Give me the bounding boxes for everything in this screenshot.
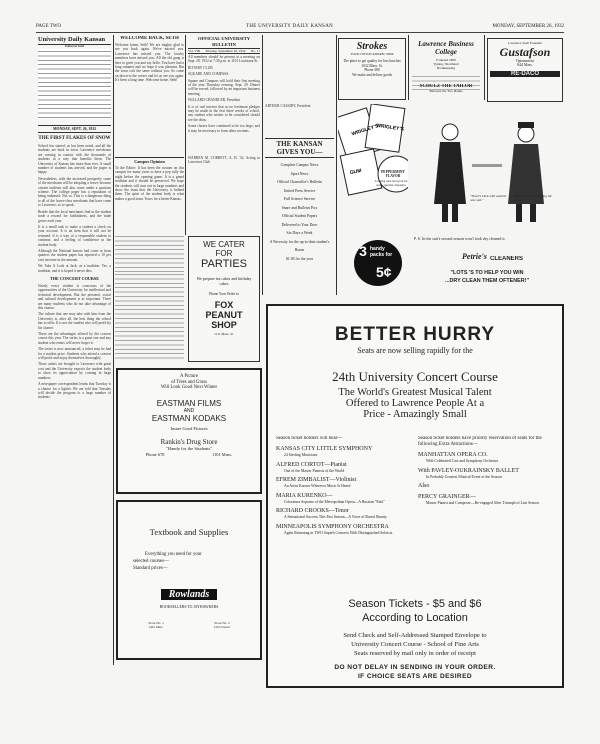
kansan-gives-item: Delivered to Your Door xyxy=(281,222,318,227)
opinion-heading: Campus Opinion xyxy=(115,157,184,165)
artist-desc: A Sensational Success This Past Season—A Voice of Rarest Beauty xyxy=(284,515,387,520)
cleaners-ad xyxy=(410,104,564,294)
eastman-brand-2: EASTMAN KODAKS xyxy=(151,413,227,423)
bulletin-no: No. 11 xyxy=(250,49,260,53)
wrigley-flavor: PEPPERMINT FLAVOR xyxy=(381,170,405,179)
kansan-gives-item: Official Chancellor's Bulletin xyxy=(277,180,322,184)
business-college-line: Typing, Shorthand xyxy=(433,62,459,67)
artist-name: With PAVLEY-OUKRAINSKY BALLET xyxy=(418,467,519,474)
kansan-gives-item: Sport News xyxy=(290,171,309,176)
cleaners-brand: Petrie's xyxy=(462,252,487,261)
official-bulletin xyxy=(188,36,260,232)
bulletin-notice: WILLARD CHANDLER, President xyxy=(188,98,241,103)
artist-desc: Coloratura Soprano of the Metropolitan Opera—A Russian "Patti" xyxy=(284,499,385,504)
gustafson-ad xyxy=(487,38,563,102)
artist-name: Also xyxy=(418,483,430,490)
bulletin-signature: WARREN M. CORBETT, A. B. '32, Acting in Lawrence Club xyxy=(188,156,260,165)
eastman-top-2: of Trees and Grass xyxy=(171,379,207,385)
eastman-ad xyxy=(116,368,262,494)
editorial-headline: THE FIRST FLAKES OF SNOW xyxy=(38,136,111,141)
wrigley-packs-count: 3 xyxy=(359,243,367,259)
parties-sub: We prepare tea cakes and birthday cakes xyxy=(196,276,252,286)
editorial-staff-heading: Editorial Staff xyxy=(64,44,85,48)
wrigley-ad xyxy=(338,104,408,300)
strokes-line: The place to get quality for less busches xyxy=(343,59,401,63)
kansan-gives-item: Full Science Service xyxy=(283,197,316,201)
artist-name: EFREM ZIMBALIST—Violinist xyxy=(276,477,357,484)
store-2-addr: 1225 Oread xyxy=(213,625,230,629)
gustafson-top: Lawrence Spell Fountain xyxy=(507,41,543,45)
concert-paragraph: The series is now announced, a ticket may be had for a modest price. Students who attend a concert will profit and enjoy themselves thoroughly. xyxy=(38,347,111,361)
fox-line-1: FOX xyxy=(214,300,234,310)
concert-tag-3: Price - Amazingly Small xyxy=(363,409,467,420)
fox-line-3: SHOP xyxy=(211,320,237,330)
welcome-body: Welcome home, Seth! We are mighty glad to see you back again. We've missed you. Lawrence has missed you. The faculty members have missed you. All the old gang is here to greet you and say hello. You have had a long summer and we hope it was pleasant. But the town isn't the same without you. So come on down to the corner and let us see you again. It's been a long time. Welcome home, Seth! xyxy=(115,43,184,83)
wrigley-price: 5¢ xyxy=(376,264,392,280)
eastman-phone: Phone 678 xyxy=(145,451,165,457)
wrigley-price-badge xyxy=(354,240,402,286)
textbook-sub-2: selected courses— xyxy=(133,559,169,564)
concert-send-3: Seats reserved by mail only in order of receipt xyxy=(354,650,476,657)
concert-paragraph: Those artists are brought to Lawrence with great cost and the University expects the student body to show its appreciation by coming in large numbers. xyxy=(38,362,111,380)
artist-name: RICHARD CROOKS—Tenor xyxy=(276,508,349,515)
parties-order: Phone Your Order to xyxy=(209,292,239,296)
artist-desc: In Probably Greatest Musical Event of the Season xyxy=(426,474,502,479)
cleaners-quote-2: "Be sure mine is making the grade." xyxy=(514,194,552,203)
gustafson-sub: Optometrist xyxy=(515,59,535,63)
strokes-sub: YOUR COTTON APPAREL SHOP xyxy=(350,52,394,56)
editorial-paragraph: We Take A Look at Jack, as a tradition. Yes, a tradition, and it is hoped it never dies. xyxy=(38,264,111,273)
bulletin-notice: Some classes have continued to be too large, and it may be necessary to form other sections. xyxy=(188,124,260,133)
textbook-sub-1: Everything you need for your xyxy=(145,552,202,557)
store-1: Store No. 1 xyxy=(148,621,164,625)
concert-warn-2: IF CHOICE SEATS ARE DESIRED xyxy=(357,673,473,680)
editorial-paragraph: School has started, as has been noted, and all the students are back in town. Lawrence merchants are coming in contact with the thousands of students in a way that benefits them. The University of Kansas has more than ever. A small number of students has arrived, and the paper is happy. xyxy=(38,144,111,175)
artist-desc: An Artist Known Wherever Music Is Heard xyxy=(284,484,351,489)
business-college-line: Founded 1869 xyxy=(436,58,456,62)
eastman-brand-1: EASTMAN FILMS xyxy=(156,398,222,408)
concert-tag-2: Offered to Lawrence People At a xyxy=(345,398,485,409)
strokes-line: We make and deliver goods xyxy=(352,72,392,77)
cleaners-slogan-2: ...DRY CLEAN THEM OFTENER!" xyxy=(444,278,529,284)
concert-tickets: Season Tickets - $5 and $6 xyxy=(348,598,482,610)
mid-text xyxy=(115,272,184,364)
kansan-gives-item: $1.00 for the year xyxy=(286,256,313,261)
bulletin-notice: ROTARY CLUB xyxy=(188,65,213,70)
gustafson-brand2: RE-DACO xyxy=(490,71,560,77)
parties-addr: 1111 Mass. St. xyxy=(214,332,234,336)
concert-tag-1: The World's Greatest Musical Talent xyxy=(338,387,492,398)
editorial-paragraph: Nevertheless, with the increased prosperity some of the merchants will be adopting a lower, because certain students will also come under a spurious scheme. The college paper has a reputation of being unbiased. Not so. This is a dangerous thing to all of the lower-class merchants that have come to Lawrence, so to speak. xyxy=(38,176,111,208)
rowlands-store-addrs xyxy=(123,625,255,629)
kansan-gives-item: A Necessity for the up-to-date student's Room xyxy=(269,239,330,252)
strokes-lines xyxy=(341,59,403,77)
parties-line-2: FOR xyxy=(215,249,233,258)
concert-warn-1: DO NOT DELAY IN SENDING IN YOUR ORDER. xyxy=(334,664,496,671)
concert-holders-left: Season ticket holders will hear— xyxy=(276,436,343,441)
artist-desc: One of the Master Pianists of the World xyxy=(284,468,345,473)
kansan-gives-item: Six Days a Week xyxy=(286,231,313,235)
masthead-title: University Daily Kansan xyxy=(38,36,106,43)
eastman-top-3: Will Look Good Next Winter xyxy=(160,385,218,391)
business-college-name: Lawrence Business College xyxy=(418,40,474,56)
editorial-paragraph: It is a small task to make a student a check on your account. It is an item that it will not be returned. It is a way of a responsible student to continue, and a feeling of confidence in the student body. xyxy=(38,224,111,247)
welcome-heading: WELCOME BACK, SETH xyxy=(120,36,179,41)
kansan-gives-item: Snare and Bulletin Pics xyxy=(281,205,318,210)
strokes-line: Phone 380 xyxy=(364,68,380,73)
strokes-line: 1032 Mass. St. xyxy=(361,63,383,68)
artist-desc: With Celebrated Cast and Symphony Orchestra xyxy=(426,459,499,463)
gustafson-name: Gustafson xyxy=(499,45,551,59)
svg-text:WRIGLEY'S: WRIGLEY'S xyxy=(351,123,380,138)
artist-desc: Again Returning in TWO Superb Concerts With Distinguished Soloists xyxy=(284,530,393,535)
eastman-tag: "Handy for the Students" xyxy=(165,445,213,451)
eastman-top-1: A Picture xyxy=(180,374,198,379)
editorial-paragraph: Beside that the local merchants find in the student trade a reward for faithfulness, and the trade grows each year. xyxy=(38,209,111,223)
opinion-body: To the Editor: It has been the custom on this campus for many years to have a pep rally the night before the opening game. It is a grand tradition and it should be preserved. We hope the students will turn out in large numbers and show the team that the University is behind them. The spirit of the student body is what makes a good team. Yours for a better Kansas. xyxy=(115,166,184,201)
kansan-gives-item: Complete Campus News xyxy=(280,163,319,167)
editorial-body xyxy=(38,144,111,273)
masthead-dateline: MONDAY, SEPT. 26, 1932 xyxy=(38,125,111,133)
bulletin-notice: It is of real interest that as no freshman pledges may be made in the first three weeks of school, any student who wishes to be considered should see the dean. xyxy=(188,104,260,122)
staff-listing xyxy=(38,44,111,122)
rowlands-logo xyxy=(123,584,255,602)
concert-course-heading: THE CONCERT COURSE xyxy=(49,275,100,281)
eastman-addr: 1101 Mass. xyxy=(212,451,233,457)
bulletin-notice: All members should be present at a meeting on Sept. 28, 1932 at 7:30 p.m. at 1101 Louisiana St. xyxy=(188,55,260,64)
cleaners-caption: P. S. In the suit's second season won't look dry cleaned it. xyxy=(414,236,506,241)
artist-name: PERCY GRAINGER— xyxy=(418,494,476,501)
bulletin-meta xyxy=(188,48,260,54)
kansan-gives-item: United Press Service xyxy=(283,188,316,193)
bulletin-date: Monday, September 26, 1932 xyxy=(205,49,246,53)
welcome-column xyxy=(115,36,184,232)
concert-course-title: 24th University Concert Course xyxy=(332,369,498,384)
editorial-column xyxy=(38,36,111,666)
tailor-name: SCHULZ THE TAILOR xyxy=(419,84,473,89)
cleaners-slogan-1: "LOTS 'S TO HELP YOU WIN xyxy=(450,270,524,276)
eastman-shop: Rankin's Drug Store xyxy=(160,437,218,446)
concert-course-body xyxy=(38,284,111,400)
svg-text:WRIGLEY'S: WRIGLEY'S xyxy=(375,122,405,133)
textbook-heading: Textbook and Supplies xyxy=(149,527,229,537)
concert-send-1: Send Check and Self-Addressed Stamped Envelope to xyxy=(343,632,487,639)
textbook-sub-3: Standard prices— xyxy=(133,566,168,571)
concert-paragraph: These are the advantages offered by the concert course this year. The series is a great one and any student who enters will never forget it. xyxy=(38,332,111,345)
eastman-and: AND xyxy=(183,407,195,414)
parties-line-1: WE CATER xyxy=(203,240,245,249)
artist-name: KANSAS CITY LITTLE SYMPHONY xyxy=(276,446,373,452)
concert-paragraph: The culture that one may take with him from the University is, after all, the best thing the school has to offer. It is not the student who will profit by his chance. xyxy=(38,312,111,330)
store-2: Store No. 2 xyxy=(214,621,230,625)
tailor-ad xyxy=(410,84,482,102)
tailor-addr: Between the Two Banks xyxy=(429,89,463,93)
strokes-ad xyxy=(338,38,406,100)
bulletin-lower-sign: ARTHUR CASSIDY, President xyxy=(265,104,311,108)
page-header xyxy=(36,21,564,33)
bulletin-vol: Vol. VIII xyxy=(188,49,201,53)
wrigley-packs-text: handy packs for xyxy=(370,246,393,258)
artist-desc: Master Pianist and Composer—Re-engaged After Triumph of Last Season xyxy=(426,501,539,506)
concert-paragraph: Nearly every student is conscious of the opportunities of the University for intellectual and technical development. But the personal, social and cultural development is as important. There are many students who do not take advantage of this chance. xyxy=(38,283,111,310)
concert-location: According to Location xyxy=(362,612,468,624)
concert-holders-right: Season ticket holders have priority reservation of seats for the following Extra Attractions— xyxy=(418,436,542,447)
header-date: MONDAY, SEPTEMBER 26, 1932 xyxy=(492,24,564,29)
bulletin-title: OFFICIAL UNIVERSITY BULLETIN xyxy=(197,36,251,47)
page-label: PAGE TWO xyxy=(36,24,62,29)
concert-left-list xyxy=(276,436,414,536)
artist-name: MARIA KURENKO— xyxy=(276,492,333,499)
cleaners-figures-illustration xyxy=(410,104,564,224)
parties-ad xyxy=(188,236,260,362)
wrigley-tag: A lasting treat and good for teeth, appetite, digestion xyxy=(374,180,408,187)
bulletin-notice: Square and Compass will hold their first meeting of the year Thursday evening, Sept. 29. Dinner will be served, followed by an important business meeting. xyxy=(188,78,260,96)
concert-paragraph: A newspaper correspondent learns that Tuesday is a chance for a lighter. We are told that Tuesday will decide the program to a large number of students. xyxy=(38,382,111,400)
concert-course-ad xyxy=(266,304,564,688)
rowlands-brand: Rowlands xyxy=(161,589,218,600)
artist-name: MANHATTAN OPERA CO. xyxy=(418,452,488,458)
kansan-gives-item: Official Student Papers xyxy=(281,214,318,218)
concert-right-list xyxy=(418,436,554,506)
concert-send-2: University Concert Course - School of Fine Arts xyxy=(351,641,479,648)
concert-headline: BETTER HURRY xyxy=(334,324,496,345)
eastman-sub: Insure Good Pictures xyxy=(170,425,208,431)
parties-line-3: PARTIES xyxy=(200,258,248,270)
kansan-gives-ad xyxy=(265,138,334,298)
paper-name: THE UNIVERSITY DAILY KANSAN xyxy=(246,24,334,29)
rowlands-sub: BOOKSELLERS TO JAYHAWKERS xyxy=(159,605,219,609)
business-college-line: Bookkeeping xyxy=(436,66,456,71)
bulletin-notices xyxy=(188,55,260,155)
artist-desc: 24 Sterling Musicians xyxy=(284,453,318,457)
store-1-addr: 1401 Ohio xyxy=(148,625,163,629)
fox-line-2: PEANUT xyxy=(205,310,243,320)
gustafson-addr: 844 Mass. xyxy=(517,63,533,67)
business-college-lines xyxy=(412,58,480,71)
artist-name: ALFRED CORTOT—Pianist xyxy=(276,461,347,468)
artist-name: MINNEAPOLIS SYMPHONY ORCHESTRA xyxy=(276,523,389,530)
editorial-paragraph: Although the National honors had come in from quarters the student paper has reported a 10 per cent increase in the amount. xyxy=(38,248,111,262)
kansan-gives-items xyxy=(265,161,334,263)
bulletin-lower xyxy=(265,104,334,134)
svg-text:GUM: GUM xyxy=(349,167,363,177)
cleaners-quote-1: "There's Dick with another new suit." xyxy=(470,194,507,203)
eastman-contact xyxy=(122,452,256,457)
kansan-gives-heading: THE KANSAN GIVES YOU— xyxy=(265,138,334,158)
textbook-ad xyxy=(116,500,262,660)
bulletin-notice: SQUARE AND COMPASS. xyxy=(188,72,230,77)
concert-sub: Seats are now selling rapidly for the xyxy=(357,346,473,355)
cleaners-brand-sub: CLEANERS xyxy=(490,256,524,262)
strokes-brand: Strokes xyxy=(356,41,388,52)
